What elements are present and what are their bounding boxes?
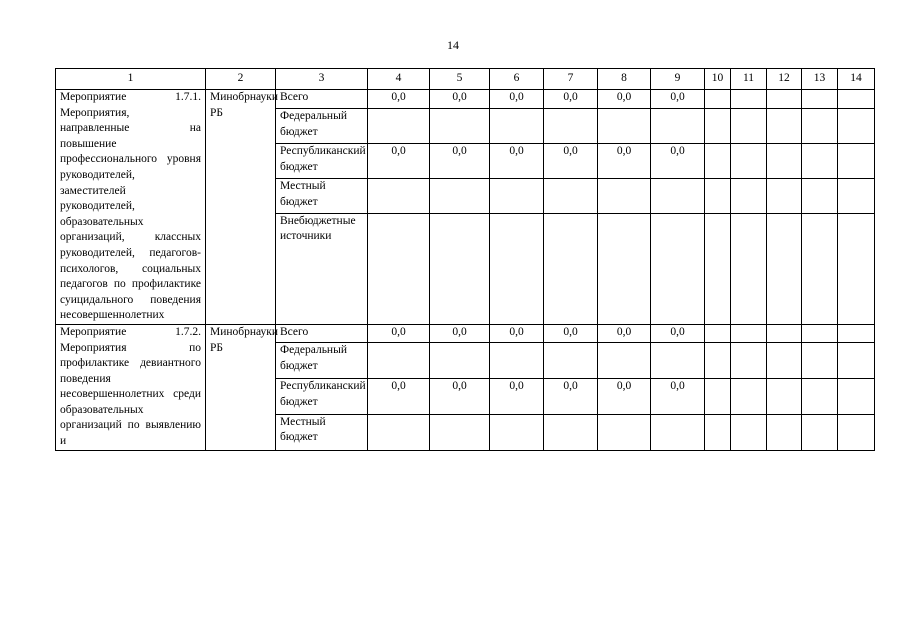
funding-source-cell: Местный бюджет [276,178,368,213]
value-cell: 0,0 [544,90,598,109]
value-cell [802,90,838,109]
value-cell [731,109,767,144]
value-cell: 0,0 [544,144,598,179]
header-cell: 12 [767,69,802,90]
value-cell [838,178,875,213]
funding-source-cell: Местный бюджет [276,414,368,450]
value-cell [651,343,705,379]
value-cell [598,343,651,379]
value-cell: 0,0 [430,324,490,342]
value-cell [802,109,838,144]
value-cell [705,90,731,109]
value-cell [731,178,767,213]
value-cell [490,414,544,450]
value-cell [767,343,802,379]
value-cell: 0,0 [598,144,651,179]
value-cell [544,109,598,144]
value-cell [802,379,838,415]
value-cell [368,178,430,213]
header-cell: 13 [802,69,838,90]
header-cell: 11 [731,69,767,90]
value-cell: 0,0 [490,90,544,109]
value-cell [598,178,651,213]
header-cell: 9 [651,69,705,90]
value-cell [490,178,544,213]
value-cell: 0,0 [490,379,544,415]
value-cell [802,414,838,450]
value-cell [802,144,838,179]
value-cell [705,213,731,324]
value-cell [767,90,802,109]
value-cell [731,324,767,342]
value-cell [544,213,598,324]
value-cell [767,324,802,342]
value-cell [651,178,705,213]
value-cell [731,414,767,450]
value-cell [544,178,598,213]
value-cell [802,178,838,213]
value-cell [731,90,767,109]
value-cell [731,343,767,379]
value-cell: 0,0 [598,379,651,415]
value-cell: 0,0 [598,324,651,342]
measure-description: Мероприятие 1.7.1. Мероприятия, направленные на повышение профессионального уровня руководителей, заместителей руководителей, образовательных организаций, классных руководителей, педагогов-психологов, социальных педагогов по профилактике суицидального поведения несовершеннолетних [56,90,206,325]
value-cell: 0,0 [368,90,430,109]
value-cell: 0,0 [598,90,651,109]
value-cell [705,324,731,342]
header-cell: 3 [276,69,368,90]
value-cell [767,414,802,450]
table-row [56,324,875,342]
header-cell: 1 [56,69,206,90]
value-cell [368,213,430,324]
value-cell [430,213,490,324]
value-cell [598,414,651,450]
header-cell: 4 [368,69,430,90]
value-cell [838,379,875,415]
value-cell [544,343,598,379]
value-cell [838,324,875,342]
value-cell: 0,0 [651,144,705,179]
page-number: 14 [447,38,459,52]
value-cell [767,213,802,324]
value-cell: 0,0 [430,379,490,415]
value-cell [544,414,598,450]
value-cell [705,379,731,415]
funding-source-cell: Внебюджетные источники [276,213,368,324]
value-cell: 0,0 [651,379,705,415]
value-cell [705,178,731,213]
value-cell [368,414,430,450]
value-cell [490,343,544,379]
value-cell: 0,0 [544,379,598,415]
funding-source-cell: Федеральный бюджет [276,343,368,379]
budget-table [55,68,875,451]
value-cell: 0,0 [544,324,598,342]
funding-source-cell: Республиканский бюджет [276,379,368,415]
funding-source-cell: Федеральный бюджет [276,109,368,144]
header-cell: 5 [430,69,490,90]
header-cell: 10 [705,69,731,90]
value-cell: 0,0 [368,144,430,179]
header-cell: 2 [206,69,276,90]
value-cell: 0,0 [430,90,490,109]
value-cell [368,109,430,144]
funding-source-cell: Всего [276,324,368,342]
value-cell [430,343,490,379]
value-cell [767,379,802,415]
value-cell [767,144,802,179]
value-cell [838,414,875,450]
header-cell: 6 [490,69,544,90]
header-row [56,69,875,90]
header-cell: 8 [598,69,651,90]
value-cell [651,109,705,144]
value-cell [767,178,802,213]
executor-cell: Минобрнауки РБ [206,90,276,325]
value-cell [802,324,838,342]
value-cell [490,109,544,144]
value-cell [705,343,731,379]
value-cell [838,109,875,144]
value-cell [802,343,838,379]
value-cell [651,414,705,450]
value-cell [430,414,490,450]
value-cell [430,109,490,144]
value-cell [490,213,544,324]
header-cell: 14 [838,69,875,90]
table-row [56,90,875,109]
value-cell [838,213,875,324]
value-cell [430,178,490,213]
value-cell [368,343,430,379]
funding-source-cell: Республиканский бюджет [276,144,368,179]
value-cell [598,213,651,324]
value-cell [838,90,875,109]
executor-cell: Минобрнауки РБ [206,324,276,450]
value-cell [838,343,875,379]
value-cell [767,109,802,144]
value-cell [802,213,838,324]
value-cell [598,109,651,144]
value-cell [651,213,705,324]
value-cell [705,144,731,179]
funding-source-cell: Всего [276,90,368,109]
value-cell [731,213,767,324]
value-cell: 0,0 [430,144,490,179]
value-cell: 0,0 [490,144,544,179]
value-cell [838,144,875,179]
value-cell: 0,0 [368,379,430,415]
measure-description: Мероприятие 1.7.2. Мероприятия по профилактике девиантного поведения несовершеннолетних среди образовательных организаций по выявлению и [56,324,206,450]
value-cell [705,414,731,450]
value-cell: 0,0 [651,324,705,342]
value-cell [731,144,767,179]
value-cell: 0,0 [651,90,705,109]
value-cell [705,109,731,144]
value-cell [731,379,767,415]
header-cell: 7 [544,69,598,90]
value-cell: 0,0 [490,324,544,342]
value-cell: 0,0 [368,324,430,342]
